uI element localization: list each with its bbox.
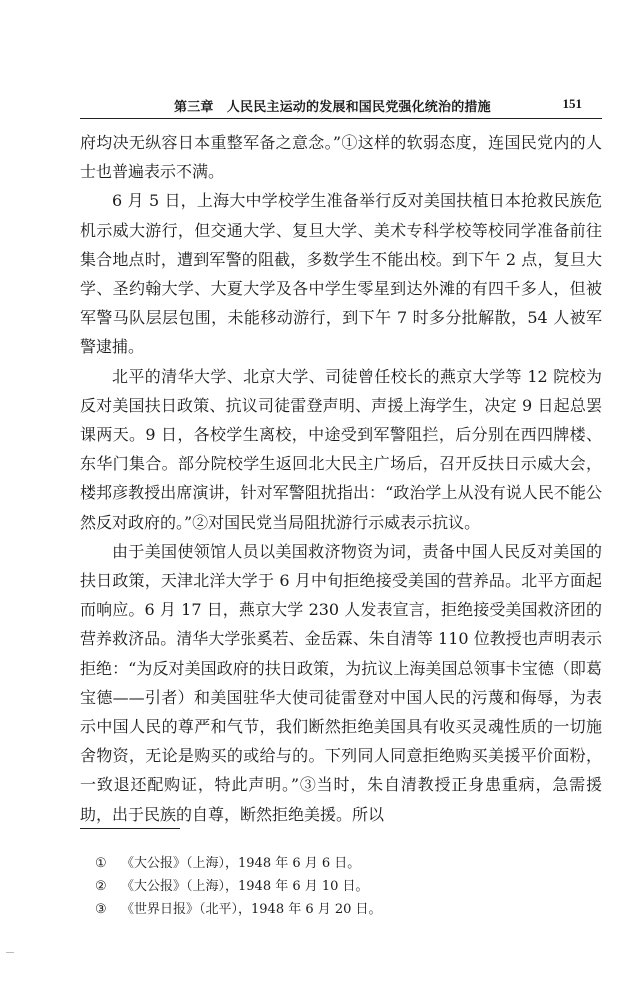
footnotes [95,852,382,921]
footnote-item [95,852,382,875]
paragraph-continuation: 府均决无纵容日本重整军备之意念。”①这样的软弱态度，连国民党内的人士也普遍表示不满。 [80,133,602,182]
footnote-text: 《世界日报》（北平），1948 年 6 月 20 日。 [121,902,382,917]
footnote-text: 《大公报》（上海），1948 年 6 月 6 日。 [121,856,361,871]
footnote-text: 《大公报》（上海），1948 年 6 月 10 日。 [121,879,369,894]
paragraph-refuse-aid: 由于美国使领馆人员以美国救济物资为词，责备中国人民反对美国的扶日政策，天津北洋大学于 6 月中旬拒绝接受美国的营养品。北平方面起而响应。6 月 17 日，燕京大学 230 人发表宣言，拒绝接受美国救济团的营养救济品。清华大学张奚若、金岳霖、朱自清等 110 位教授也声明表示拒绝：“为反对美国政府的扶日政策，为抗议上海美国总领事卡宝德（即葛宝德——引者）和美国驻华大使司徒雷登对中国人民的污蔑和侮辱，为表示中国人民的尊严和气节，我们断然拒绝美国具有收买灵魂性质的一切施舍物资，无论是购买的或给与的。下列同人同意拒绝购买美援平价面粉，一致退还配购证，特此声明。”③当时，朱自清教授正身患重病，急需援助，出于民族的自尊，断然拒绝美援。所以 [80,541,602,824]
footnote-item [95,875,382,898]
footnote-rule [80,828,180,829]
paragraph-shanghai-protest: 6 月 5 日，上海大中学校学生准备举行反对美国扶植日本抢救民族危机示威大游行，但交通大学、复旦大学、美术专科学校等校同学准备前往集合地点时，遭到军警的阻截，多数学生不能出校。到下午 2 点，复旦大学、圣约翰大学、大夏大学及各中学生零星到达外滩的有四千多人，但被军警马队层层包围，未能移动游行，到下午 7 时多分批解散，54 人被军警逮捕。 [80,191,602,357]
footnote-mark: ① [95,856,107,871]
footnote-item [95,898,382,921]
paragraph-beiping-strike: 北平的清华大学、北京大学、司徒曾任校长的燕京大学等 12 院校为反对美国扶日政策、抗议司徒雷登声明、声援上海学生，决定 9 日起总罢课两天。9 日，各校学生离校，中途受到军警阻拦，后分别在西四牌楼、东华门集合。部分院校学生返回北大民主广场后，召开反扶日示威大会，楼邦彦教授出席演讲，针对军警阻扰指出：“政治学上从没有说人民不能公然反对政府的。”②对国民党当局阻扰游行示威表示抗议。 [80,366,602,532]
chapter-title: 第三章 人民民主运动的发展和国民党强化统治的措施 [174,100,491,115]
footnote-mark: ③ [95,902,107,917]
main-text [80,128,602,829]
running-header [80,96,602,122]
scan-edge-mark [6,952,14,953]
header-rule [80,118,602,119]
page-number: 151 [562,96,582,111]
footnote-mark: ② [95,879,107,894]
